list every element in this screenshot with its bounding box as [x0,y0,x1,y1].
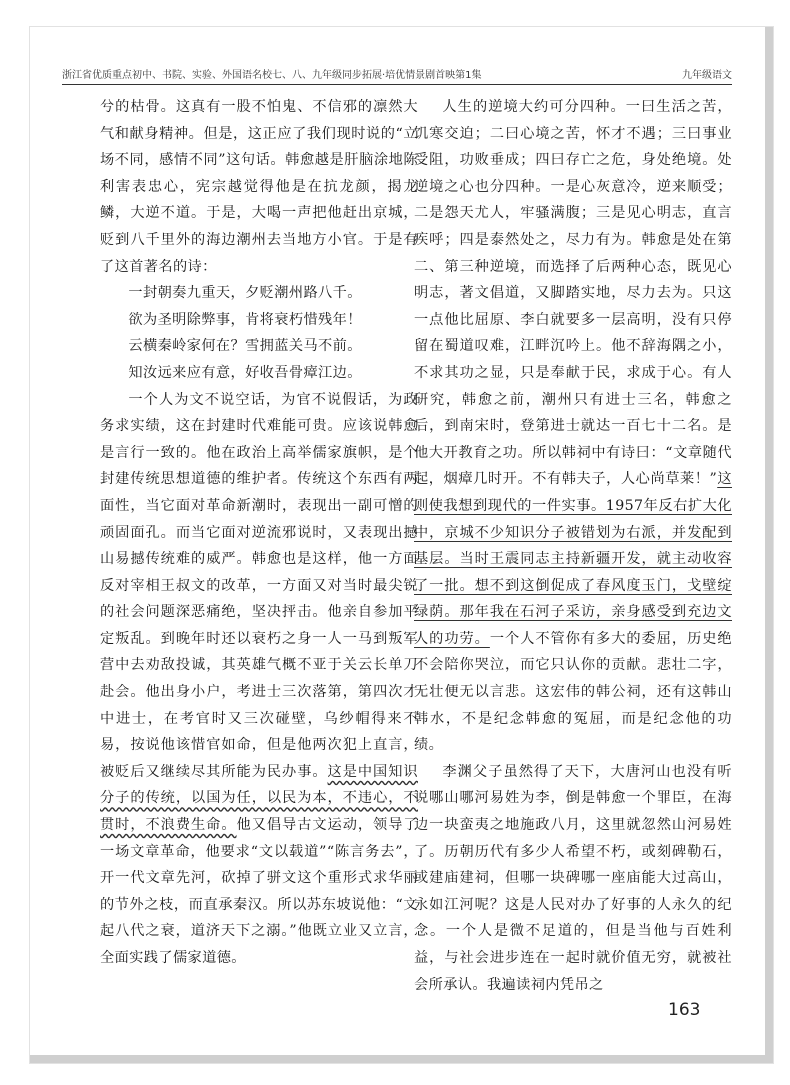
paragraph-text: 人生的逆境大约可分四种。一曰生活之苦，饥寒交迫；二曰心境之苦，怀才不遇；三曰事业受阻，功败垂成；四曰存亡之危，身处绝境。处逆境之心也分四种。一是心灰意冷，逆来顺受；二是怨天尤人，牢骚满腹；三是见心明志，直言疾呼；四是泰然处之，尽力有为。韩愈是处在第二、第三种逆境，而选择了后两种心态，既见心明志，著文倡道，又脚踏实地，尽力去为。只这一点他比屈原、李白就要多一层高明，没有只停留在蜀道叹难，江畔沉吟上。他不辞海隅之小，不求其功之显，只是奉献于民，求成于心。有人研究，韩愈之前，潮州只有进士三名，韩愈之后，到南宋时，登第进士就达一百七十二名。是他大开教育之功。所以韩祠中有诗曰：“文章随代起，烟瘴几时开。不有韩夫子，人心尚草莱！” [414,99,732,488]
poem-line: 一封朝奏九重天，夕贬潮州路八千。 [128,285,362,302]
right-column [414,94,732,998]
paragraph-text: 他又倡导古文运动，领导了一场文章革命，他要求“文以载道”“陈言务去”，开一代文章先河，砍掉了骈文这个重形式求华丽的节外之枝，而直承秦汉。所以苏东坡说他：“文起八代之衰，道济天下之溺。”他既立业又立言，全面实践了儒家道德。 [100,817,418,966]
poem-line: 知汝远来应有意，好收吾骨瘴江边。 [128,364,362,381]
paragraph [414,94,732,759]
paragraph-text: 一个人不管你有多大的委屈，历史绝不会陪你哭泣，而它只认你的贡献。悲壮二字，无壮便无以言悲。这宏伟的韩公祠，还有这韩山韩水，不是纪念韩愈的冤屈，而是纪念他的功绩。 [414,630,732,754]
poem-line: 云横秦岭家何在？雪拥蓝关马不前。 [128,338,362,355]
page-number: 163 [668,1000,701,1020]
paragraph: 李渊父子虽然得了天下，大唐河山也没有听说哪山哪河易姓为李，倒是韩愈一个罪臣，在海边一块蛮夷之地施政八月，这里就忽然山河易姓了。历朝历代有多少人希望不朽，或刻碑勒石，或建庙建祠，但哪一块碑哪一座庙能大过高山，永如江河呢？这是人民对办了好事的人永久的纪念。一个人是微不足道的，但是当他与百姓利益，与社会进步连在一起时就价值无穷，就被社会所承认。我遍读祠内凭吊之 [414,763,732,993]
header-rule [62,84,732,85]
underlined-passage: 这则使我想到现代的一件实事。1957年反右扩大化中，京城不少知识分子被错划为右派，并发配到基层。当时王震同志主持新疆开发，就主动收容了一批。想不到这倒促成了春风度玉门，戈壁绽绿荫。那年我在石河子采访，亲身感受到充边文人的功劳。 [414,471,732,647]
header-subject: 九年级语文 [682,70,732,81]
left-column [100,94,418,972]
paragraph-text: 一个人为文不说空话，为官不说假话，为政务求实绩，这在封建时代难能可贵。应该说韩愈是言行一致的。他在政治上高举儒家旗帜，是个封建传统思想道德的维护者。传统这个东西有两面性，当它面对革命新潮时，表现出一副可憎的顽固面孔。而当它面对逆流邪说时，又表现出撼山易撼传统难的威严。韩愈也是这样，他一方面反对宰相王叔文的改革，一方面又对当时最尖锐的社会问题深恶痛绝，坚决抨击。他亲自参加平定叛乱。到晚年时还以衰朽之身一人一马到叛军营中去劝敌投诚，其英雄气概不亚于关云长单刀赴会。他出身小户，考进士三次落第，第四次才中进士，在考官时又三次碰壁，乌纱帽得来不易，按说他该惜官如命，但是他两次犯上直言，被贬后又继续尽其所能为民办事。 [100,391,418,780]
header-series-title: 浙江省优质重点初中、书院、实验、外国语名校七、八、九年级同步拓展·培优情景剧首映第1集 [62,70,482,81]
paragraph [100,387,418,972]
poem-line: 欲为圣明除弊事，肯将衰朽惜残年！ [128,311,362,328]
paragraph: 兮的枯骨。这真有一股不怕鬼、不信邪的凛然大气和献身精神。但是，这正应了我们现时说的“立场不同，感情不同”这句话。韩愈越是肝脑涂地陈利害表忠心，宪宗越觉得他是在抗龙颜，揭龙鳞，大逆不道。于是，大喝一声把他赶出京城，贬到八千里外的海边潮州去当地方小官。于是有了这首著名的诗： [100,99,418,275]
running-header [62,64,732,82]
wavy-underlined-sentence: 这是中国知识分子的传统，以国为任，以民为本，不违心，不贯时，不浪费生命。 [100,763,418,834]
